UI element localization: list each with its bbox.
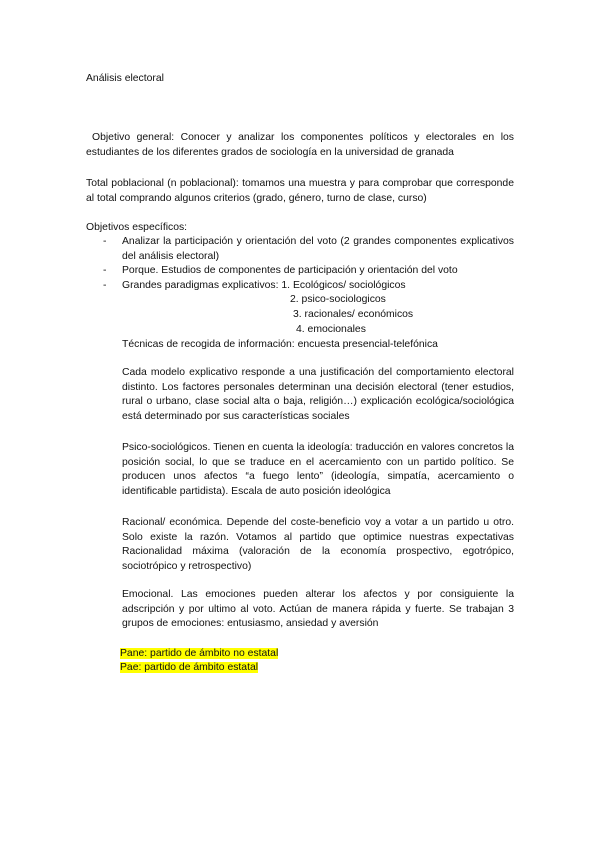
- paragraph-modelo: Cada modelo explicativo responde a una justificación del comportamiento electoral distinto. Los factores personales determinan una decisión electoral (tener estudios, rural o urbano, clase social alta o baja, religión…) explicación ecológica/sociológica está determinado por sus características sociales: [122, 367, 514, 422]
- objetivos-heading: Objetivos específicos:: [86, 222, 188, 233]
- paragraph-emocional: Emocional. Las emociones pueden alterar los afectos y por consiguiente la adscripción y por ultimo al voto. Actúan de manera rápida y fuerte. Se trabajan 3 grupos de emociones: entusiasmo, ansiedad y aversión: [122, 589, 514, 630]
- bullet-item: Analizar la participación y orientación del voto (2 grandes componentes explicativos del análisis electoral): [122, 236, 514, 262]
- document-title: Análisis electoral: [86, 73, 164, 84]
- paradigm-item: 3. racionales/ económicos: [293, 309, 414, 320]
- total-poblacional-paragraph: Total poblacional (n poblacional): tomamos una muestra y para comprobar que corresponde al total comprando algunos criterios (grado, género, turno de clase, curso): [86, 178, 514, 204]
- bullet-item: Porque. Estudios de componentes de participación y orientación del voto: [122, 265, 458, 276]
- bullet-item: Grandes paradigmas explicativos: 1. Ecológicos/ sociológicos: [122, 280, 406, 291]
- bullet-marker: -: [103, 236, 107, 247]
- bullet-marker: -: [103, 280, 107, 291]
- bullet-marker: -: [103, 265, 107, 276]
- paragraph-psico: Psico-sociológicos. Tienen en cuenta la ideología: traducción en valores concretos la posición social, lo que se traduce en el acercamiento con un partido político. Se producen unos afectos “a fuego lento” (ideología, simpatía, acercamiento o identificable partidista). Escala de auto posición ideológica: [122, 442, 514, 497]
- paragraph-racional: Racional/ económica. Depende del coste-beneficio voy a votar a un partido u otro. Solo existe la razón. Votamos al partido que optimice nuestras expectativas Racionalidad máxima (valoración de la economía prospectivo, egotrópico, sociotrópico y retrospectivo): [122, 517, 514, 572]
- tecnicas-line: Técnicas de recogida de información: encuesta presencial-telefónica: [122, 339, 438, 350]
- highlighted-pae: Pae: partido de ámbito estatal: [120, 662, 259, 673]
- objetivo-general-paragraph: Objetivo general: Conocer y analizar los componentes políticos y electorales en los estudiantes de los diferentes grados de sociología en la universidad de granada: [86, 132, 514, 158]
- paradigm-item: 4. emocionales: [296, 324, 366, 335]
- highlighted-pane: Pane: partido de ámbito no estatal: [120, 648, 279, 659]
- paradigm-item: 2. psico-sociologicos: [290, 294, 386, 305]
